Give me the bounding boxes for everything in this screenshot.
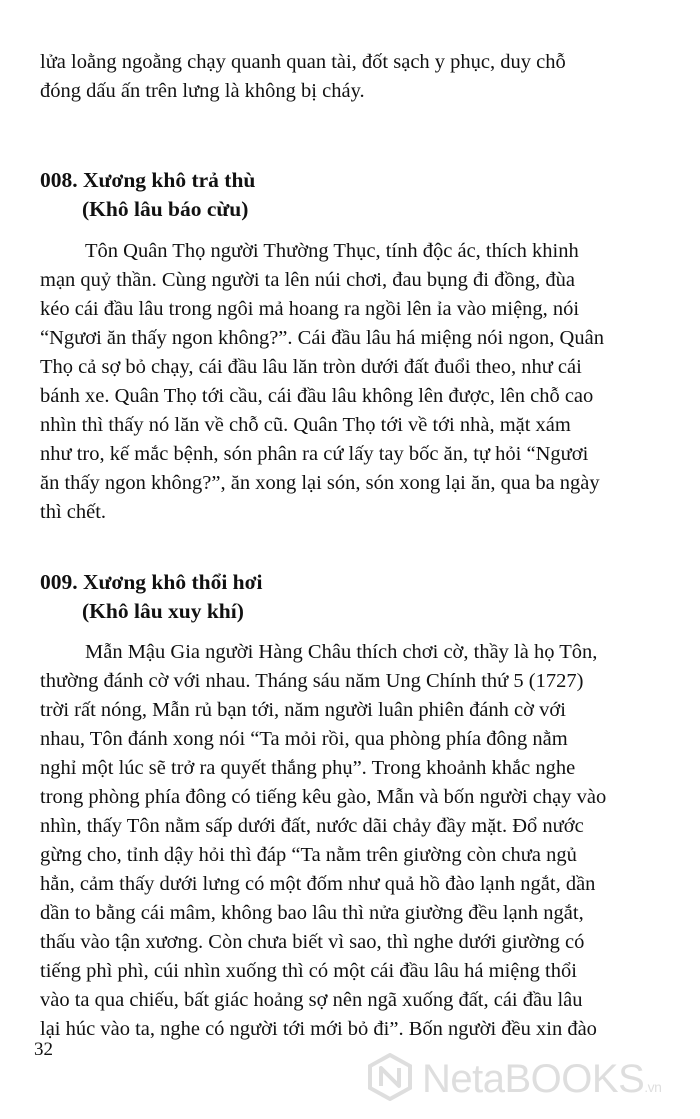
text-line: nhìn thì thấy nó lăn về chỗ cũ. Quân Thọ tới về tới nhà, mặt xám [40,414,571,436]
text-line: nhìn, thấy Tôn nằm sấp dưới đất, nước dãi chảy đầy mặt. Đổ nước [40,815,584,837]
story-subtitle: (Khô lâu xuy khí) [82,599,244,623]
text-line: vào ta qua chiếu, bất giác hoảng sợ nên ngã xuống đất, cái đầu lâu [40,989,583,1011]
watermark-brand: NetaBOOKS.vn [422,1056,662,1101]
text-line: Mẫn Mậu Gia người Hàng Châu thích chơi cờ, thầy là họ Tôn, [85,641,598,663]
text-line: Thọ cả sợ bỏ chạy, cái đầu lâu lăn tròn dưới đất đuổi theo, như cái [40,356,582,378]
text-line: nghỉ một lúc sẽ trở ra quyết thắng phụ”. Trong khoảnh khắc nghe [40,757,576,779]
story-title: 008. Xương khô trả thù [40,168,256,192]
text-line: bánh xe. Quân Thọ tới cầu, cái đầu lâu không lên được, lên chỗ cao [40,385,594,407]
text-line: ăn thấy ngon không?”, ăn xong lại són, són xong lại ăn, qua ba ngày [40,472,600,494]
text-line: thấu vào tận xương. Còn chưa biết vì sao, thì nghe dưới giường có [40,931,585,953]
text-line: lửa loằng ngoằng chạy quanh quan tài, đốt sạch y phục, duy chỗ [40,51,566,73]
text-line: đóng dấu ấn trên lưng là không bị cháy. [40,80,365,102]
text-line: kéo cái đầu lâu trong ngôi mả hoang ra ngồi lên ỉa vào miệng, nói [40,298,580,320]
text-line: lại húc vào ta, nghe có người tới mới bỏ đi”. Bốn người đều xin đào [40,1018,597,1040]
story-title: 009. Xương khô thổi hơi [40,570,263,594]
text-line: như tro, kế mắc bệnh, són phân ra cứ lấy tay bốc ăn, tự hỏi “Ngươi [40,443,589,465]
text-line: “Ngươi ăn thấy ngon không?”. Cái đầu lâu há miệng nói ngon, Quân [40,327,604,349]
text-line: gừng cho, tỉnh dậy hỏi thì đáp “Ta nằm trên giường còn chưa ngủ [40,844,577,866]
netabooks-logo-icon [366,1053,414,1106]
text-line: Tôn Quân Thọ người Thường Thục, tính độc ác, thích khinh [85,240,579,262]
text-line: nhau, Tôn đánh xong nói “Ta mỏi rồi, qua phòng phía đông nằm [40,728,568,750]
text-line: trong phòng phía đông có tiếng kêu gào, Mẫn và bốn người chạy vào [40,786,607,808]
text-line: thì chết. [40,501,107,523]
text-line: hẳn, cảm thấy dưới lưng có một đốm như quả hồ đào lạnh ngắt, dần [40,873,596,895]
netabooks-watermark [366,1055,661,1103]
text-line: thường đánh cờ với nhau. Tháng sáu năm Ung Chính thứ 5 (1727) [40,670,584,692]
text-line: tiếng phì phì, cúi nhìn xuống thì có một cái đầu lâu há miệng thổi [40,960,577,982]
text-line: dần to bằng cái mâm, không bao lâu thì nửa giường đều lạnh ngắt, [40,902,584,924]
story-subtitle: (Khô lâu báo cừu) [82,197,249,221]
text-line: mạn quỷ thần. Cùng người ta lên núi chơi, đau bụng đi đồng, đùa [40,269,575,291]
text-line: trời rất nóng, Mẫn rủ bạn tới, năm người luân phiên đánh cờ với [40,699,566,721]
page-number: 32 [34,1039,53,1060]
